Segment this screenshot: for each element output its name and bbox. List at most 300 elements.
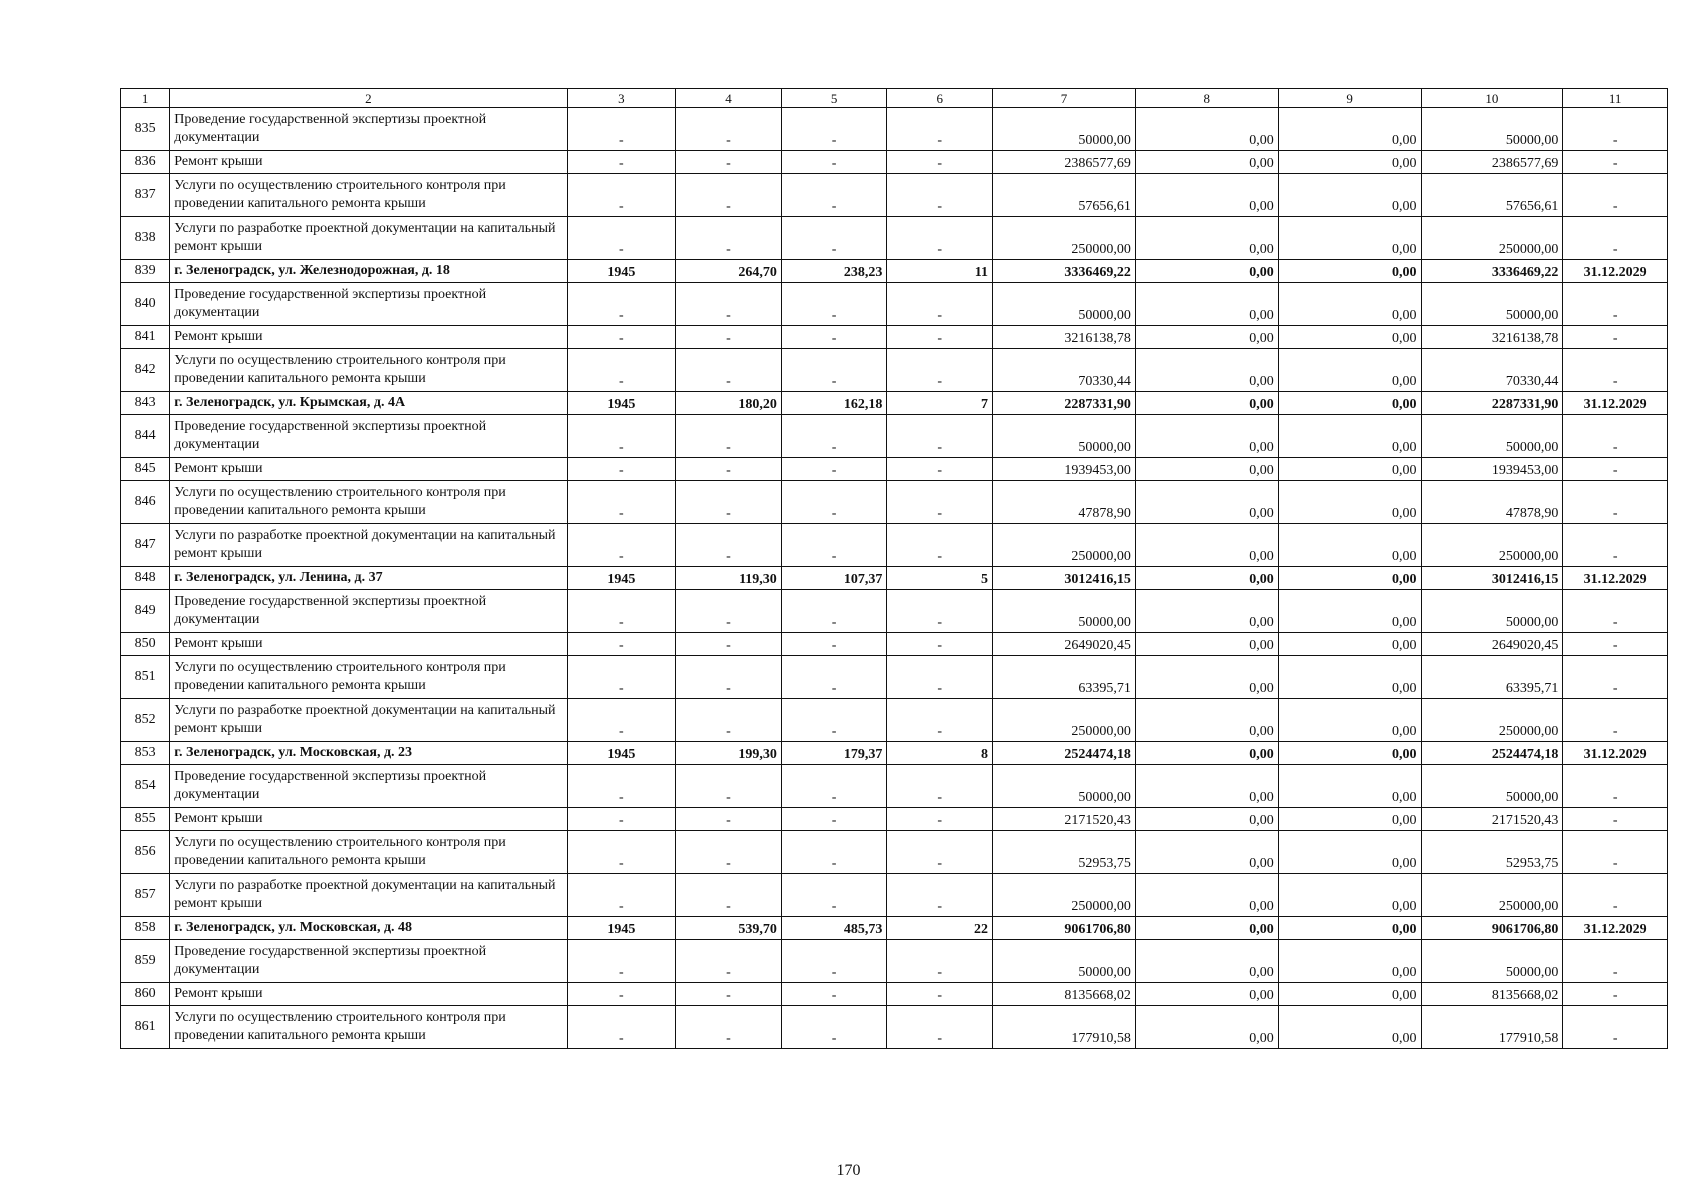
row-name: г. Зеленоградск, ул. Железнодорожная, д. 18 (170, 260, 567, 283)
area-total-cell: - (676, 174, 782, 217)
work-item-row (121, 458, 1668, 481)
fund-source-b-cell: 0,00 (1278, 326, 1421, 349)
year-cell: - (567, 151, 676, 174)
deadline-cell: - (1563, 524, 1668, 567)
year-cell: - (567, 656, 676, 699)
area-living-cell: - (781, 1006, 887, 1049)
area-living-cell: - (781, 590, 887, 633)
cost-total-cell: 8135668,02 (993, 983, 1136, 1006)
area-total-cell: - (676, 590, 782, 633)
cost-total-cell: 3336469,22 (993, 260, 1136, 283)
year-cell: - (567, 633, 676, 656)
row-name: Услуги по осуществлению строительного контроля при проведении капитального ремонта крыши (170, 349, 567, 392)
year-cell: - (567, 217, 676, 260)
row-number: 850 (121, 633, 170, 656)
row-name: г. Зеленоградск, ул. Крымская, д. 4А (170, 392, 567, 415)
fund-source-a-cell: 0,00 (1135, 524, 1278, 567)
cost-total-cell: 70330,44 (993, 349, 1136, 392)
fund-source-b-cell: 0,00 (1278, 808, 1421, 831)
fund-source-b-cell: 0,00 (1278, 590, 1421, 633)
row-name: Ремонт крыши (170, 983, 567, 1006)
address-row (121, 260, 1668, 283)
address-row (121, 392, 1668, 415)
work-item-row (121, 940, 1668, 983)
cost-owners-cell: 70330,44 (1421, 349, 1563, 392)
work-item-row (121, 1006, 1668, 1049)
residents-cell: - (887, 765, 993, 808)
column-number: 4 (676, 89, 782, 108)
cost-total-cell: 177910,58 (993, 1006, 1136, 1049)
year-cell: - (567, 174, 676, 217)
fund-source-b-cell: 0,00 (1278, 633, 1421, 656)
cost-owners-cell: 250000,00 (1421, 524, 1563, 567)
column-number: 11 (1563, 89, 1668, 108)
cost-owners-cell: 250000,00 (1421, 699, 1563, 742)
row-name: Ремонт крыши (170, 151, 567, 174)
row-number: 857 (121, 874, 170, 917)
deadline-cell: - (1563, 283, 1668, 326)
year-cell: - (567, 983, 676, 1006)
fund-source-a-cell: 0,00 (1135, 458, 1278, 481)
area-total-cell: - (676, 699, 782, 742)
year-cell: - (567, 458, 676, 481)
cost-owners-cell: 47878,90 (1421, 481, 1563, 524)
fund-source-b-cell: 0,00 (1278, 524, 1421, 567)
residents-cell: - (887, 174, 993, 217)
column-number: 5 (781, 89, 887, 108)
year-cell: 1945 (567, 260, 676, 283)
residents-cell: - (887, 831, 993, 874)
residents-cell: 5 (887, 567, 993, 590)
area-total-cell: - (676, 415, 782, 458)
area-living-cell: 107,37 (781, 567, 887, 590)
row-name: г. Зеленоградск, ул. Московская, д. 23 (170, 742, 567, 765)
year-cell: - (567, 590, 676, 633)
fund-source-a-cell: 0,00 (1135, 656, 1278, 699)
row-name: Услуги по осуществлению строительного контроля при проведении капитального ремонта крыши (170, 656, 567, 699)
area-living-cell: 485,73 (781, 917, 887, 940)
deadline-cell: - (1563, 633, 1668, 656)
cost-owners-cell: 50000,00 (1421, 108, 1563, 151)
fund-source-a-cell: 0,00 (1135, 742, 1278, 765)
deadline-cell: - (1563, 458, 1668, 481)
residents-cell: - (887, 590, 993, 633)
year-cell: 1945 (567, 917, 676, 940)
address-row (121, 917, 1668, 940)
row-number: 852 (121, 699, 170, 742)
fund-source-b-cell: 0,00 (1278, 1006, 1421, 1049)
deadline-cell: 31.12.2029 (1563, 742, 1668, 765)
residents-cell: 22 (887, 917, 993, 940)
fund-source-a-cell: 0,00 (1135, 174, 1278, 217)
area-living-cell: - (781, 415, 887, 458)
year-cell: - (567, 765, 676, 808)
year-cell: 1945 (567, 742, 676, 765)
deadline-cell: - (1563, 1006, 1668, 1049)
row-number: 853 (121, 742, 170, 765)
area-living-cell: - (781, 940, 887, 983)
work-item-row (121, 808, 1668, 831)
year-cell: - (567, 481, 676, 524)
fund-source-a-cell: 0,00 (1135, 917, 1278, 940)
cost-owners-cell: 250000,00 (1421, 217, 1563, 260)
fund-source-a-cell: 0,00 (1135, 217, 1278, 260)
row-number: 837 (121, 174, 170, 217)
cost-total-cell: 2649020,45 (993, 633, 1136, 656)
page-number: 170 (836, 1162, 861, 1179)
column-number: 2 (170, 89, 567, 108)
area-living-cell: - (781, 151, 887, 174)
residents-cell: - (887, 415, 993, 458)
work-item-row (121, 874, 1668, 917)
residents-cell: 7 (887, 392, 993, 415)
row-number: 856 (121, 831, 170, 874)
row-name: Услуги по разработке проектной документации на капитальный ремонт крыши (170, 217, 567, 260)
cost-owners-cell: 3216138,78 (1421, 326, 1563, 349)
work-item-row (121, 633, 1668, 656)
year-cell: - (567, 831, 676, 874)
row-number: 859 (121, 940, 170, 983)
column-number: 6 (887, 89, 993, 108)
area-total-cell: - (676, 656, 782, 699)
area-living-cell: - (781, 174, 887, 217)
work-item-row (121, 524, 1668, 567)
fund-source-b-cell: 0,00 (1278, 831, 1421, 874)
row-number: 835 (121, 108, 170, 151)
area-total-cell: 539,70 (676, 917, 782, 940)
area-living-cell: - (781, 983, 887, 1006)
fund-source-b-cell: 0,00 (1278, 917, 1421, 940)
row-name: Услуги по разработке проектной документации на капитальный ремонт крыши (170, 874, 567, 917)
area-living-cell: - (781, 874, 887, 917)
residents-cell: - (887, 699, 993, 742)
column-number: 3 (567, 89, 676, 108)
row-name: Услуги по разработке проектной документации на капитальный ремонт крыши (170, 699, 567, 742)
cost-owners-cell: 63395,71 (1421, 656, 1563, 699)
cost-total-cell: 63395,71 (993, 656, 1136, 699)
cost-total-cell: 47878,90 (993, 481, 1136, 524)
row-number: 844 (121, 415, 170, 458)
fund-source-a-cell: 0,00 (1135, 349, 1278, 392)
cost-total-cell: 1939453,00 (993, 458, 1136, 481)
fund-source-b-cell: 0,00 (1278, 656, 1421, 699)
row-number: 842 (121, 349, 170, 392)
deadline-cell: - (1563, 874, 1668, 917)
deadline-cell: - (1563, 590, 1668, 633)
fund-source-a-cell: 0,00 (1135, 260, 1278, 283)
fund-source-a-cell: 0,00 (1135, 481, 1278, 524)
work-item-row (121, 283, 1668, 326)
residents-cell: - (887, 808, 993, 831)
deadline-cell: - (1563, 656, 1668, 699)
cost-owners-cell: 2386577,69 (1421, 151, 1563, 174)
residents-cell: - (887, 656, 993, 699)
area-total-cell: 119,30 (676, 567, 782, 590)
cost-owners-cell: 50000,00 (1421, 415, 1563, 458)
area-living-cell: - (781, 656, 887, 699)
area-living-cell: - (781, 217, 887, 260)
residents-cell: - (887, 217, 993, 260)
row-number: 851 (121, 656, 170, 699)
area-total-cell: - (676, 874, 782, 917)
row-name: Проведение государственной экспертизы проектной документации (170, 415, 567, 458)
fund-source-b-cell: 0,00 (1278, 217, 1421, 260)
cost-total-cell: 3216138,78 (993, 326, 1136, 349)
deadline-cell: - (1563, 983, 1668, 1006)
year-cell: - (567, 699, 676, 742)
fund-source-a-cell: 0,00 (1135, 326, 1278, 349)
year-cell: - (567, 108, 676, 151)
year-cell: - (567, 415, 676, 458)
area-living-cell: - (781, 524, 887, 567)
area-living-cell: 238,23 (781, 260, 887, 283)
fund-source-a-cell: 0,00 (1135, 940, 1278, 983)
year-cell: - (567, 349, 676, 392)
area-living-cell: - (781, 326, 887, 349)
area-living-cell: - (781, 481, 887, 524)
area-total-cell: 199,30 (676, 742, 782, 765)
row-number: 845 (121, 458, 170, 481)
row-name: Ремонт крыши (170, 633, 567, 656)
area-total-cell: - (676, 940, 782, 983)
cost-total-cell: 9061706,80 (993, 917, 1136, 940)
work-item-row (121, 765, 1668, 808)
cost-total-cell: 250000,00 (993, 217, 1136, 260)
column-number: 7 (993, 89, 1136, 108)
row-name: Проведение государственной экспертизы проектной документации (170, 590, 567, 633)
cost-owners-cell: 52953,75 (1421, 831, 1563, 874)
deadline-cell: 31.12.2029 (1563, 260, 1668, 283)
residents-cell: - (887, 983, 993, 1006)
fund-source-b-cell: 0,00 (1278, 108, 1421, 151)
cost-total-cell: 50000,00 (993, 940, 1136, 983)
row-number: 839 (121, 260, 170, 283)
residents-cell: - (887, 283, 993, 326)
fund-source-b-cell: 0,00 (1278, 765, 1421, 808)
year-cell: - (567, 808, 676, 831)
row-number: 838 (121, 217, 170, 260)
fund-source-a-cell: 0,00 (1135, 151, 1278, 174)
residents-cell: - (887, 349, 993, 392)
column-number: 10 (1421, 89, 1563, 108)
capital-repair-table (120, 88, 1668, 1049)
fund-source-b-cell: 0,00 (1278, 874, 1421, 917)
area-total-cell: - (676, 831, 782, 874)
row-number: 847 (121, 524, 170, 567)
row-name: Услуги по разработке проектной документации на капитальный ремонт крыши (170, 524, 567, 567)
fund-source-b-cell: 0,00 (1278, 174, 1421, 217)
year-cell: - (567, 874, 676, 917)
cost-owners-cell: 50000,00 (1421, 590, 1563, 633)
area-living-cell: - (781, 108, 887, 151)
residents-cell: - (887, 940, 993, 983)
cost-owners-cell: 2287331,90 (1421, 392, 1563, 415)
cost-total-cell: 250000,00 (993, 524, 1136, 567)
work-item-row (121, 108, 1668, 151)
area-total-cell: - (676, 283, 782, 326)
cost-total-cell: 2287331,90 (993, 392, 1136, 415)
area-living-cell: - (781, 831, 887, 874)
cost-owners-cell: 3012416,15 (1421, 567, 1563, 590)
residents-cell: - (887, 481, 993, 524)
fund-source-a-cell: 0,00 (1135, 108, 1278, 151)
area-living-cell: - (781, 808, 887, 831)
area-total-cell: - (676, 481, 782, 524)
area-total-cell: - (676, 633, 782, 656)
residents-cell: - (887, 108, 993, 151)
deadline-cell: - (1563, 831, 1668, 874)
fund-source-a-cell: 0,00 (1135, 808, 1278, 831)
cost-total-cell: 50000,00 (993, 108, 1136, 151)
residents-cell: - (887, 524, 993, 567)
work-item-row (121, 656, 1668, 699)
row-name: Ремонт крыши (170, 326, 567, 349)
area-total-cell: - (676, 217, 782, 260)
work-item-row (121, 415, 1668, 458)
address-row (121, 742, 1668, 765)
fund-source-b-cell: 0,00 (1278, 415, 1421, 458)
work-item-row (121, 349, 1668, 392)
fund-source-b-cell: 0,00 (1278, 349, 1421, 392)
cost-total-cell: 50000,00 (993, 415, 1136, 458)
work-item-row (121, 326, 1668, 349)
row-number: 841 (121, 326, 170, 349)
residents-cell: - (887, 151, 993, 174)
work-item-row (121, 699, 1668, 742)
fund-source-a-cell: 0,00 (1135, 567, 1278, 590)
residents-cell: - (887, 874, 993, 917)
row-name: Услуги по осуществлению строительного контроля при проведении капитального ремонта крыши (170, 174, 567, 217)
area-total-cell: - (676, 983, 782, 1006)
area-total-cell: 180,20 (676, 392, 782, 415)
area-living-cell: - (781, 283, 887, 326)
deadline-cell: - (1563, 699, 1668, 742)
area-living-cell: - (781, 458, 887, 481)
residents-cell: 8 (887, 742, 993, 765)
fund-source-a-cell: 0,00 (1135, 415, 1278, 458)
area-living-cell: - (781, 633, 887, 656)
residents-cell: - (887, 326, 993, 349)
row-name: Ремонт крыши (170, 458, 567, 481)
fund-source-b-cell: 0,00 (1278, 283, 1421, 326)
fund-source-b-cell: 0,00 (1278, 940, 1421, 983)
deadline-cell: - (1563, 217, 1668, 260)
fund-source-a-cell: 0,00 (1135, 590, 1278, 633)
row-name: Услуги по осуществлению строительного контроля при проведении капитального ремонта крыши (170, 831, 567, 874)
fund-source-b-cell: 0,00 (1278, 742, 1421, 765)
area-living-cell: - (781, 765, 887, 808)
work-item-row (121, 217, 1668, 260)
fund-source-a-cell: 0,00 (1135, 765, 1278, 808)
area-total-cell: - (676, 458, 782, 481)
cost-total-cell: 2171520,43 (993, 808, 1136, 831)
deadline-cell: 31.12.2029 (1563, 917, 1668, 940)
cost-total-cell: 57656,61 (993, 174, 1136, 217)
cost-total-cell: 250000,00 (993, 699, 1136, 742)
row-name: г. Зеленоградск, ул. Московская, д. 48 (170, 917, 567, 940)
area-total-cell: - (676, 765, 782, 808)
row-name: г. Зеленоградск, ул. Ленина, д. 37 (170, 567, 567, 590)
document-sheet (120, 88, 1668, 1049)
deadline-cell: - (1563, 349, 1668, 392)
cost-owners-cell: 50000,00 (1421, 283, 1563, 326)
row-number: 855 (121, 808, 170, 831)
year-cell: 1945 (567, 567, 676, 590)
address-row (121, 567, 1668, 590)
fund-source-a-cell: 0,00 (1135, 983, 1278, 1006)
cost-owners-cell: 9061706,80 (1421, 917, 1563, 940)
cost-owners-cell: 50000,00 (1421, 940, 1563, 983)
cost-owners-cell: 57656,61 (1421, 174, 1563, 217)
deadline-cell: - (1563, 151, 1668, 174)
residents-cell: - (887, 1006, 993, 1049)
year-cell: - (567, 1006, 676, 1049)
residents-cell: - (887, 633, 993, 656)
cost-owners-cell: 2524474,18 (1421, 742, 1563, 765)
work-item-row (121, 831, 1668, 874)
row-name: Услуги по осуществлению строительного контроля при проведении капитального ремонта крыши (170, 1006, 567, 1049)
cost-total-cell: 50000,00 (993, 590, 1136, 633)
area-total-cell: - (676, 1006, 782, 1049)
residents-cell: 11 (887, 260, 993, 283)
year-cell: - (567, 326, 676, 349)
row-name: Услуги по осуществлению строительного контроля при проведении капитального ремонта крыши (170, 481, 567, 524)
fund-source-b-cell: 0,00 (1278, 567, 1421, 590)
cost-owners-cell: 2171520,43 (1421, 808, 1563, 831)
cost-owners-cell: 250000,00 (1421, 874, 1563, 917)
area-total-cell: - (676, 808, 782, 831)
row-name: Проведение государственной экспертизы проектной документации (170, 108, 567, 151)
cost-total-cell: 50000,00 (993, 283, 1136, 326)
area-total-cell: 264,70 (676, 260, 782, 283)
area-total-cell: - (676, 326, 782, 349)
cost-total-cell: 2524474,18 (993, 742, 1136, 765)
fund-source-b-cell: 0,00 (1278, 392, 1421, 415)
row-number: 848 (121, 567, 170, 590)
fund-source-a-cell: 0,00 (1135, 283, 1278, 326)
column-number: 8 (1135, 89, 1278, 108)
fund-source-a-cell: 0,00 (1135, 633, 1278, 656)
cost-owners-cell: 8135668,02 (1421, 983, 1563, 1006)
row-number: 843 (121, 392, 170, 415)
fund-source-b-cell: 0,00 (1278, 983, 1421, 1006)
cost-owners-cell: 1939453,00 (1421, 458, 1563, 481)
area-living-cell: 162,18 (781, 392, 887, 415)
area-living-cell: 179,37 (781, 742, 887, 765)
fund-source-b-cell: 0,00 (1278, 151, 1421, 174)
area-living-cell: - (781, 699, 887, 742)
residents-cell: - (887, 458, 993, 481)
cost-total-cell: 3012416,15 (993, 567, 1136, 590)
area-total-cell: - (676, 524, 782, 567)
cost-total-cell: 50000,00 (993, 765, 1136, 808)
fund-source-a-cell: 0,00 (1135, 831, 1278, 874)
deadline-cell: - (1563, 174, 1668, 217)
fund-source-b-cell: 0,00 (1278, 260, 1421, 283)
deadline-cell: - (1563, 481, 1668, 524)
row-number: 861 (121, 1006, 170, 1049)
work-item-row (121, 481, 1668, 524)
deadline-cell: 31.12.2029 (1563, 567, 1668, 590)
fund-source-b-cell: 0,00 (1278, 699, 1421, 742)
row-name: Проведение государственной экспертизы проектной документации (170, 283, 567, 326)
cost-total-cell: 250000,00 (993, 874, 1136, 917)
deadline-cell: - (1563, 326, 1668, 349)
deadline-cell: - (1563, 765, 1668, 808)
row-number: 840 (121, 283, 170, 326)
fund-source-a-cell: 0,00 (1135, 1006, 1278, 1049)
column-number-header-row (121, 89, 1668, 108)
